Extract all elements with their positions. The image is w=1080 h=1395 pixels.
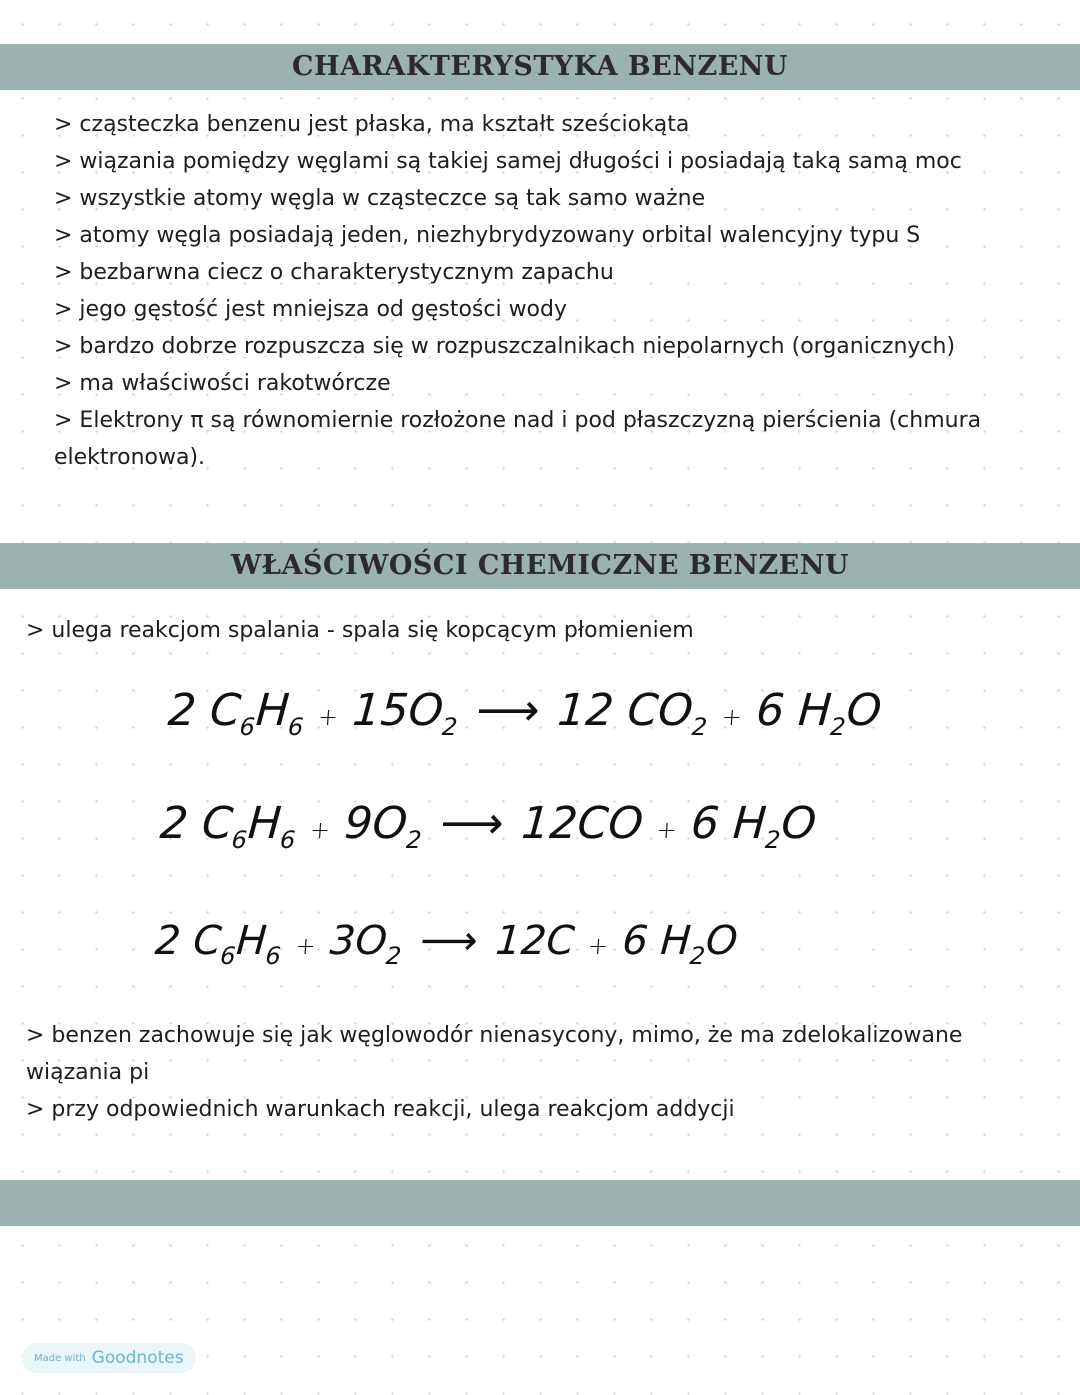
formula-part: 12C [494,918,577,964]
made-with-label: Made with [34,1352,86,1364]
formula-part: H [254,685,292,736]
list-item: elektronowa). [54,445,206,470]
equation-incomplete-combustion-c [153,918,739,970]
formula-part: O [704,918,740,964]
formula-part: 2 C [166,685,243,736]
empty-section-band [0,1180,1080,1226]
list-item: > wiązania pomiędzy węglami są takiej samej długości i posiadają taką samą moc [54,149,962,174]
plus-sign: + [309,816,332,844]
plus-sign: + [655,816,678,844]
formula-part: H [246,798,284,849]
list-item: > bezbarwna ciecz o charakterystycznym zapachu [54,260,614,285]
plus-sign: + [317,703,340,731]
plus-sign: + [587,932,610,960]
formula-part: 2 C [158,798,235,849]
list-item: > Elektrony π są równomiernie rozłożone nad i pod płaszczyzną pierścienia (chmura [54,408,982,433]
subscript: 2 [764,826,782,854]
reaction-arrow: ⟶ [438,798,506,849]
formula-part: O [844,685,884,736]
subscript: 6 [264,942,282,970]
combustion-intro [26,612,694,649]
subscript: 2 [829,713,847,741]
subscript: 6 [287,713,305,741]
subscript: 6 [219,942,237,970]
section-header-band [0,44,1080,90]
formula-part: 6 H [754,685,834,736]
characteristics-list [54,106,981,476]
equation-complete-combustion [166,685,883,741]
list-item: wiązania pi [26,1060,150,1085]
subscript: 2 [384,942,403,970]
formula-part: 3O [328,918,389,964]
formula-part: 9O [342,798,410,849]
properties-list [26,1017,962,1128]
plus-sign: + [294,932,317,960]
list-item: > ulega reakcjom spalania - spala się kopcącym płomieniem [26,618,694,643]
reaction-arrow: ⟶ [418,918,480,964]
list-item: > wszystkie atomy węgla w cząsteczce są tak samo ważne [54,186,706,211]
list-item: > cząsteczka benzenu jest płaska, ma kształt sześciokąta [54,112,690,137]
list-item: > przy odpowiednich warunkach reakcji, ulega reakcjom addycji [26,1097,735,1122]
section-title-characteristics: CHARAKTERYSTYKA BENZENU [291,51,789,82]
goodnotes-logo: Goodnotes [91,1348,184,1368]
formula-part: 6 H [620,918,693,964]
goodnotes-badge[interactable] [22,1343,196,1373]
equation-incomplete-combustion-co [158,798,818,854]
list-item: > benzen zachowuje się jak węglowodór nienasycony, mimo, że ma zdelokalizowane [26,1023,963,1048]
subscript: 6 [279,826,297,854]
formula-part: 2 C [153,918,223,964]
subscript: 6 [230,826,248,854]
list-item: > atomy węgla posiadają jeden, niezhybrydyzowany orbital walencyjny typu S [54,223,921,248]
list-item: > bardzo dobrze rozpuszcza się w rozpuszczalnikach niepolarnych (organicznych) [54,334,956,359]
reaction-arrow: ⟶ [474,685,542,736]
formula-part: 12CO [519,798,645,849]
subscript: 6 [238,713,256,741]
subscript: 2 [688,942,707,970]
list-item: > jego gęstość jest mniejsza od gęstości wody [54,297,568,322]
formula-part: H [234,918,269,964]
subscript: 2 [441,713,459,741]
plus-sign: + [720,703,743,731]
formula-part: 15O [350,685,446,736]
subscript: 2 [405,826,423,854]
section-title-chemical-properties: WŁAŚCIWOŚCI CHEMICZNE BENZENU [231,550,849,581]
subscript: 2 [690,713,709,741]
section-header-band [0,543,1080,589]
formula-part: 6 H [689,798,768,849]
list-item: > ma właściwości rakotwórcze [54,371,391,396]
formula-part: 12 CO [555,685,695,736]
formula-part: O [779,798,818,849]
